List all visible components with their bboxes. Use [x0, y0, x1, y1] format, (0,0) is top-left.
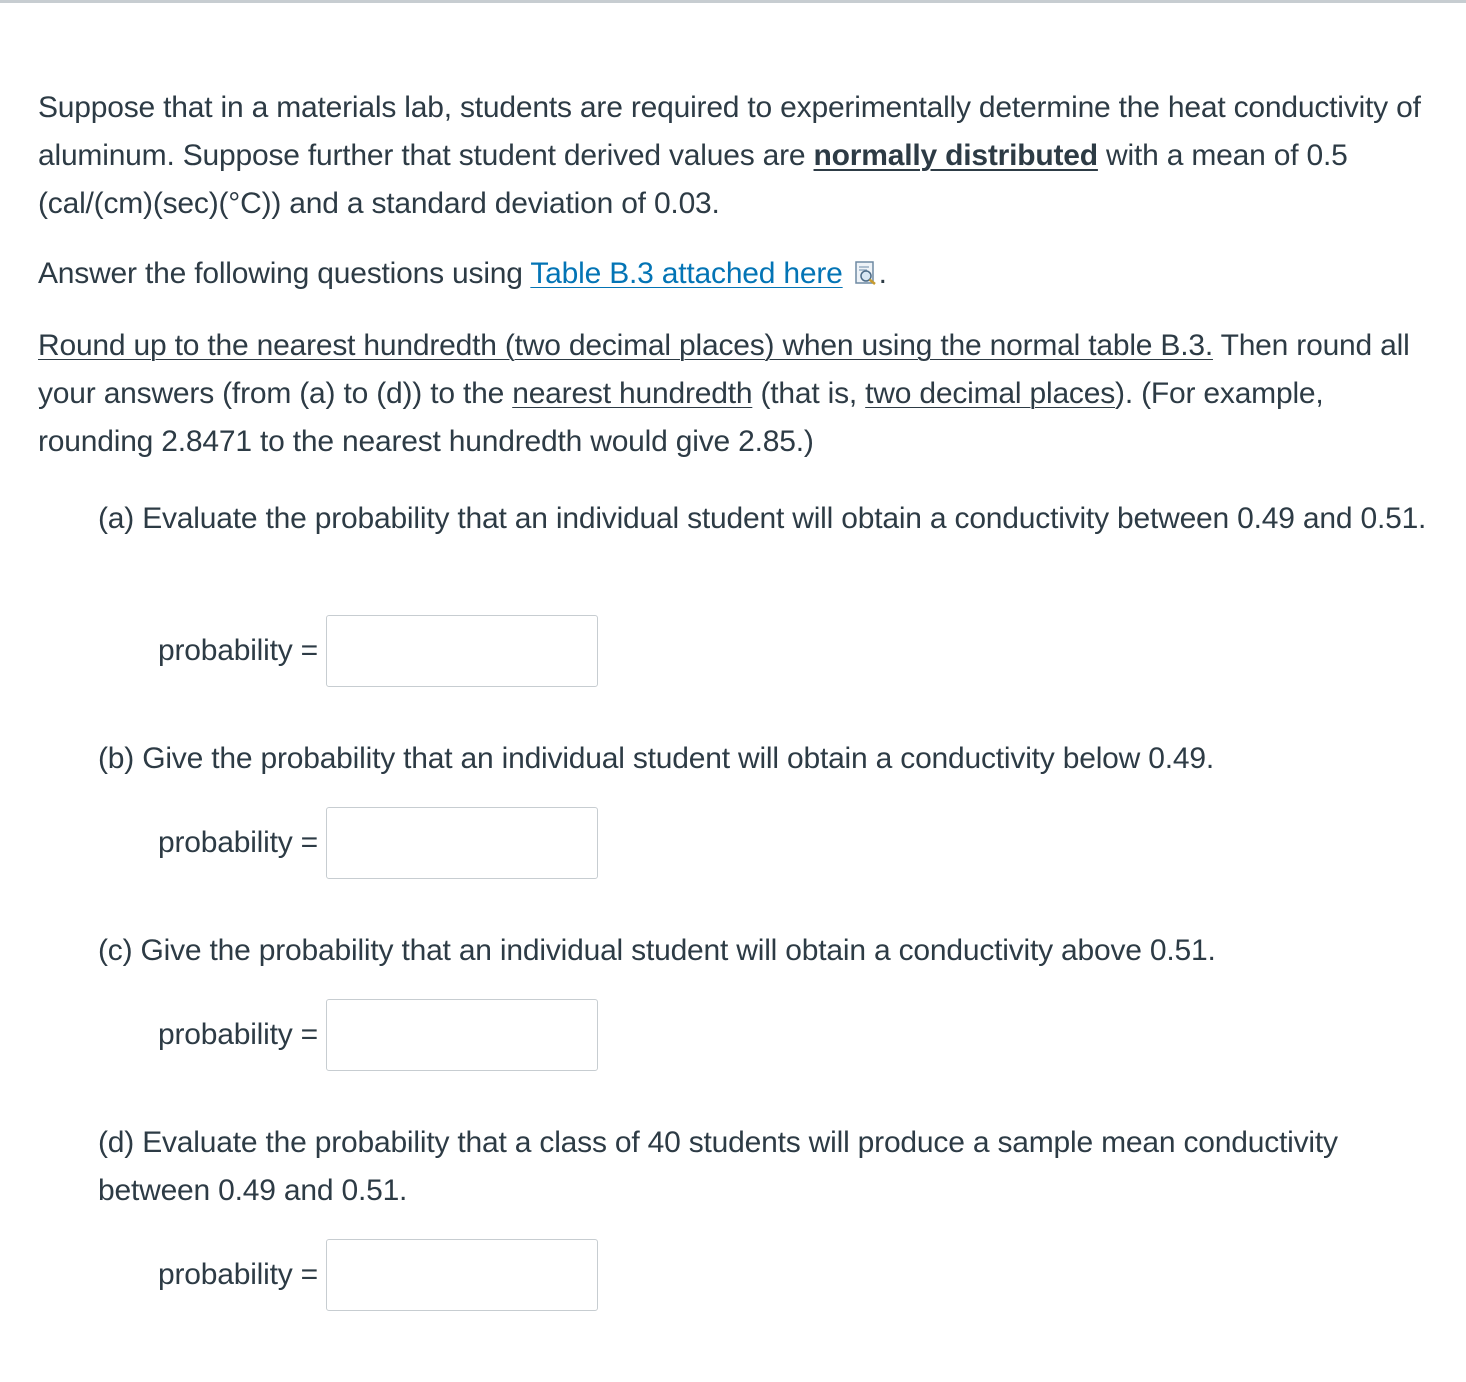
- question-c-text: (c) Give the probability that an individual student will obtain a conductivity above 0.51.: [98, 934, 1216, 967]
- question-b-text: (b) Give the probability that an individual student will obtain a conductivity below 0.49.: [98, 742, 1214, 775]
- top-divider: [0, 0, 1466, 3]
- answer-input-d[interactable]: [326, 1239, 598, 1311]
- answer-label: probability =: [158, 1018, 318, 1051]
- emphasis-two-decimal-places: two decimal places: [865, 377, 1116, 410]
- answer-row-d: [158, 1238, 598, 1312]
- intro-text: .: [878, 257, 887, 290]
- question-a-text: (a) Evaluate the probability that an individual student will obtain a conductivity between 0.49 and 0.51.: [98, 502, 1427, 535]
- question-d-text: (d) Evaluate the probability that a class of 40 students will produce a sample mean conductivity between 0.49 and 0.51.: [98, 1126, 1338, 1207]
- question-intro: [38, 84, 1438, 466]
- emphasis-nearest-hundredth: nearest hundredth: [512, 377, 753, 410]
- answer-input-c[interactable]: [326, 999, 598, 1071]
- answer-row-a: [158, 614, 598, 688]
- answer-label: probability =: [158, 634, 318, 667]
- intro-text: Suppose that in a materials lab, students are required to experimentally determine the heat conductivity of aluminum. Suppose further that student derived values are: [38, 91, 1421, 172]
- answer-row-c: [158, 998, 598, 1072]
- intro-text: ). (For example, rounding 2.8471 to the nearest hundredth would give 2.85.): [38, 377, 1324, 458]
- table-b3-link[interactable]: Table B.3 attached here: [530, 257, 843, 290]
- intro-paragraph-2: [38, 250, 1438, 298]
- answer-input-a[interactable]: [326, 615, 598, 687]
- intro-text: (that is,: [752, 377, 866, 410]
- rounding-instruction: Round up to the nearest hundredth (two decimal places) when using the normal table B.3.: [38, 329, 1213, 362]
- answer-label: probability =: [158, 826, 318, 859]
- intro-text: Answer the following questions using: [38, 257, 531, 290]
- intro-text: Then round all your answers (from (a) to (d)) to the: [38, 329, 1410, 410]
- answer-input-b[interactable]: [326, 807, 598, 879]
- intro-paragraph-1: [38, 84, 1438, 228]
- document-preview-icon[interactable]: [853, 253, 879, 279]
- answer-row-b: [158, 806, 598, 880]
- intro-paragraph-3: [38, 322, 1438, 466]
- emphasis-normally-distributed: normally distributed: [813, 139, 1098, 172]
- intro-text: with a mean of 0.5 (cal/(cm)(sec)(°C)) and a standard deviation of 0.03.: [38, 139, 1348, 220]
- answer-label: probability =: [158, 1258, 318, 1291]
